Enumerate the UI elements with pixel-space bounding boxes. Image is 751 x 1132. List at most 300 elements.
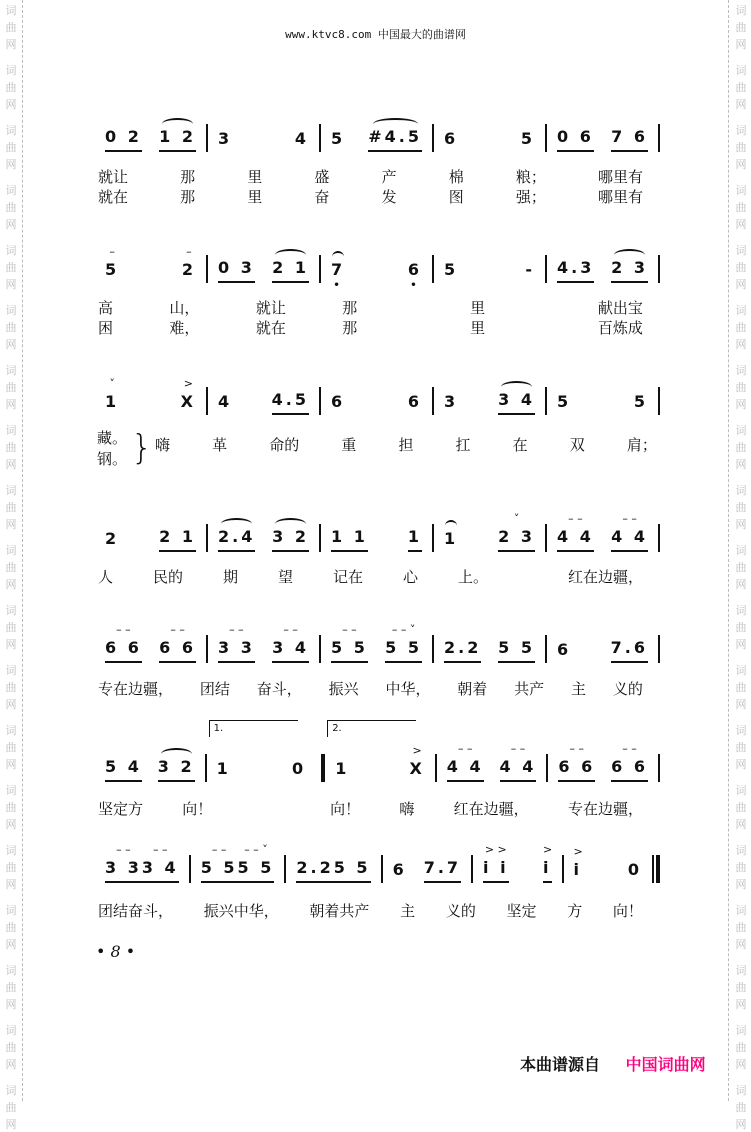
measure <box>95 245 206 283</box>
staff-row <box>95 843 660 883</box>
note-group: 5 4 <box>105 757 142 782</box>
watermark-char: 词 <box>5 4 17 17</box>
watermark-char: 曲 <box>5 141 17 154</box>
watermark-char: 词 <box>735 1084 747 1097</box>
lyric-segment: 就让 <box>255 299 286 317</box>
note-group: 2 3 <box>611 258 648 283</box>
articulation-mark: – <box>109 245 115 258</box>
note-group: #4.5 <box>368 127 422 152</box>
watermark-char: 网 <box>735 158 747 171</box>
lyric-segment: 人 <box>98 568 114 586</box>
watermark-char: 曲 <box>735 861 747 874</box>
lyric-segment: 在 <box>512 436 528 454</box>
note-group: 5 <box>444 260 459 279</box>
watermark-char: 网 <box>735 398 747 411</box>
note-group: 2.4 <box>218 527 255 552</box>
lyric-segment: 图 <box>448 188 464 206</box>
measure <box>383 853 471 883</box>
lyric-segment: 里 <box>247 168 263 186</box>
volta-bracket: 2. <box>327 720 416 737</box>
note-group: 4 4 – – <box>447 757 484 782</box>
lyric-line <box>98 317 643 338</box>
measure <box>321 522 432 552</box>
note-group: 4 4 – – <box>500 757 537 782</box>
note-group: 2.2 <box>444 638 481 663</box>
note-group: 6 <box>392 860 407 879</box>
articulation-mark: ˅ <box>109 377 115 390</box>
watermark-char: 网 <box>5 638 17 651</box>
watermark-char: 曲 <box>5 981 17 994</box>
note-group: 5 5 <box>498 638 535 663</box>
slur-mark <box>373 118 418 130</box>
articulation-mark: – <box>186 245 192 258</box>
lyric-segment: 红在边疆， <box>453 800 529 818</box>
lyric-segment: 振兴 <box>328 680 359 698</box>
measure <box>208 253 319 283</box>
note-group: 0 <box>292 759 307 778</box>
measure <box>564 845 652 883</box>
slur-mark <box>162 118 193 130</box>
note-group: 3 <box>444 392 459 411</box>
watermark-char: 曲 <box>735 1041 747 1054</box>
note-group: 5 5 <box>334 858 371 883</box>
low-octave-dot: • <box>410 280 420 291</box>
lyric-segment: 那 <box>342 319 358 337</box>
watermark-char: 词 <box>735 724 747 737</box>
lyric-segment: 向！ <box>612 902 643 920</box>
lyric-segment: 强； <box>515 188 546 206</box>
watermark-char: 曲 <box>5 681 17 694</box>
watermark-char: 词 <box>735 64 747 77</box>
note-group: 6 <box>407 392 422 411</box>
measure <box>321 253 432 291</box>
barline-end <box>658 754 660 782</box>
lyric-segment: 献出宝 <box>597 299 643 317</box>
measure <box>207 723 317 782</box>
lyric-segment: 向！ <box>182 800 213 818</box>
measure <box>191 843 285 883</box>
watermark-char: 曲 <box>5 921 17 934</box>
articulation-mark: > <box>573 845 583 858</box>
note-group: 1 <box>408 527 422 552</box>
watermark-char: 词 <box>5 964 17 977</box>
watermark-char: 词 <box>735 4 747 17</box>
lyric-segment: 坚定方 <box>98 800 144 818</box>
measure <box>321 122 432 152</box>
note-group: 4 <box>294 129 309 148</box>
lyric-segment: 哪里有 <box>597 188 643 206</box>
watermark-char: 词 <box>5 64 17 77</box>
articulation-mark: – – <box>622 742 637 755</box>
watermark-char: 词 <box>735 244 747 257</box>
note-group: 3 3 – – <box>105 858 142 883</box>
note-group: 6 <box>557 640 572 659</box>
lyric-segment: 专在边疆， <box>567 800 643 818</box>
measure <box>473 843 561 883</box>
lyric-segment: 红在边疆， <box>567 568 643 586</box>
watermark-char: 曲 <box>5 561 17 574</box>
watermark-char: 曲 <box>5 861 17 874</box>
note-group: 2 <box>105 529 120 548</box>
note-group: 3 4 – – <box>272 638 309 663</box>
watermark-char: 曲 <box>735 561 747 574</box>
measure <box>208 623 319 663</box>
lyric-segment: 产 <box>381 168 397 186</box>
lyric-segment: 山， <box>169 299 200 317</box>
measure <box>321 623 432 663</box>
note-group: 6 <box>444 129 459 148</box>
low-octave-dot: • <box>333 280 343 291</box>
watermark-char: 网 <box>735 938 747 951</box>
watermark-char: 词 <box>5 124 17 137</box>
watermark-char: 词 <box>735 484 747 497</box>
watermark-char: 词 <box>735 424 747 437</box>
margin-line-left <box>22 0 23 1101</box>
lyric-segment: 就在 <box>98 188 129 206</box>
watermark-char: 网 <box>5 398 17 411</box>
watermark-char: 网 <box>5 698 17 711</box>
note-group: 4.5 <box>272 390 309 415</box>
watermark-char: 词 <box>735 964 747 977</box>
watermark-char: 词 <box>735 184 747 197</box>
articulation-mark: – – <box>510 742 526 755</box>
note-group: 6 • <box>407 260 422 291</box>
lyric-segment: 粮； <box>515 168 546 186</box>
measure <box>208 522 319 552</box>
lyric-line <box>98 900 643 921</box>
watermark-char: 网 <box>735 578 747 591</box>
lyric-segment: 命的 <box>269 436 300 454</box>
watermark-char: 曲 <box>735 321 747 334</box>
watermark-char: 网 <box>5 878 17 891</box>
lyric-segment: 义的 <box>612 680 643 698</box>
articulation-mark: – – ˅ <box>244 843 268 856</box>
watermark-char: 网 <box>735 338 747 351</box>
lyric-segment: 棉 <box>448 168 464 186</box>
lyric-segment: 奋 <box>314 188 330 206</box>
articulation-mark: – – <box>116 623 131 636</box>
watermark-char: 曲 <box>5 441 17 454</box>
note-group: - <box>525 260 535 279</box>
lyric-segment: 扛 <box>455 436 471 454</box>
measure <box>437 742 547 782</box>
lyric-segment: 朝着共产 <box>309 902 370 920</box>
lyric-segment: 那 <box>180 168 196 186</box>
articulation-mark: > > <box>484 843 507 856</box>
watermark-char: 网 <box>735 278 747 291</box>
note-group: 7.6 <box>611 638 648 663</box>
watermark-char: 曲 <box>735 1101 747 1114</box>
staff-row <box>95 245 660 291</box>
measure <box>434 385 545 415</box>
measure <box>95 522 206 552</box>
watermark-char: 词 <box>735 904 747 917</box>
measure <box>434 122 545 152</box>
watermark-char: 曲 <box>5 621 17 634</box>
articulation-mark: – – <box>283 623 298 636</box>
watermark-left <box>4 0 18 1131</box>
watermark-char: 网 <box>5 278 17 291</box>
lyric-segment: 高 <box>98 299 114 317</box>
lyric-line <box>98 798 643 819</box>
note-group: 7 6 <box>611 127 648 152</box>
note-group: 5 <box>633 392 648 411</box>
watermark-char: 曲 <box>735 681 747 694</box>
measure <box>95 122 206 152</box>
note-group: 3 2 <box>272 527 309 552</box>
watermark-char: 网 <box>5 338 17 351</box>
footer <box>520 1052 706 1075</box>
lyric-segment: 方 <box>567 902 583 920</box>
watermark-char: 网 <box>5 458 17 471</box>
lyric-segment: 就在 <box>255 319 286 337</box>
watermark-char: 词 <box>5 1084 17 1097</box>
lyric-segment: 上。 <box>458 568 489 586</box>
lyric-segment: 那 <box>342 299 358 317</box>
watermark-char: 网 <box>5 578 17 591</box>
measure <box>434 633 545 663</box>
watermark-char: 曲 <box>735 801 747 814</box>
watermark-char: 曲 <box>735 141 747 154</box>
barline-end <box>652 855 660 883</box>
measure <box>434 253 545 283</box>
articulation-mark: > <box>183 377 193 390</box>
articulation-mark: – – <box>116 843 131 856</box>
lyric-segment: 嗨 <box>399 800 415 818</box>
lyric-segment: 主 <box>571 680 587 698</box>
lyric-line <box>98 186 643 207</box>
volta-bracket: 1. <box>209 720 298 737</box>
watermark-char: 网 <box>5 1118 17 1131</box>
watermark-char: 网 <box>5 758 17 771</box>
note-group: 3 <box>218 129 233 148</box>
measure <box>547 253 658 283</box>
lyric-line <box>98 566 643 587</box>
watermark-char: 网 <box>5 818 17 831</box>
note-group: 4.3 <box>557 258 594 283</box>
watermark-char: 网 <box>735 998 747 1011</box>
measure <box>547 512 658 552</box>
measure <box>95 752 205 782</box>
watermark-char: 词 <box>5 544 17 557</box>
lyric-line <box>98 297 643 318</box>
barline-end <box>658 635 660 663</box>
lyric-segment: 记在 <box>333 568 364 586</box>
watermark-char: 曲 <box>735 81 747 94</box>
barline-end <box>658 387 660 415</box>
watermark-char: 词 <box>5 1024 17 1037</box>
watermark-char: 词 <box>5 664 17 677</box>
note-group: 5 5 – – ˅ <box>385 638 422 663</box>
watermark-char: 词 <box>735 664 747 677</box>
watermark-char: 网 <box>735 758 747 771</box>
lyric-segment: 哪里有 <box>597 168 643 186</box>
watermark-char: 词 <box>5 484 17 497</box>
lyric-segment: 重 <box>341 436 357 454</box>
barline-end <box>658 124 660 152</box>
lyric-segment: 担 <box>398 436 414 454</box>
note-group: 0 6 <box>557 127 594 152</box>
barline-end <box>658 524 660 552</box>
watermark-char: 曲 <box>5 1041 17 1054</box>
staff-row <box>95 122 660 152</box>
watermark-char: 网 <box>5 98 17 111</box>
watermark-char: 词 <box>5 844 17 857</box>
note-group: 5 <box>557 392 572 411</box>
watermark-char: 曲 <box>735 741 747 754</box>
lyric-segment: 里 <box>470 299 486 317</box>
lyric-verse2-end: 钢。 <box>97 450 128 468</box>
watermark-char: 词 <box>5 424 17 437</box>
note-group: 7 • <box>331 260 345 283</box>
watermark-char: 网 <box>735 1118 747 1131</box>
lyric-segment: 心 <box>403 568 419 586</box>
articulation-mark: – – <box>342 623 357 636</box>
note-group: 6 6 – – <box>105 638 142 663</box>
note-group: 5 – <box>105 245 120 279</box>
watermark-char: 曲 <box>5 261 17 274</box>
lyric-segment: 主 <box>400 902 416 920</box>
site-header: www.ktvc8.com 中国最大的曲谱网 <box>285 28 466 41</box>
note-group: 2.2 <box>296 858 333 883</box>
lyric-segment: 革 <box>212 436 228 454</box>
note-group: 5 5 – – ˅ <box>238 858 275 883</box>
note-group: X > <box>180 377 196 411</box>
watermark-char: 词 <box>735 1024 747 1037</box>
measure <box>286 853 380 883</box>
note-group: 4 4 – – <box>557 527 594 552</box>
watermark-char: 曲 <box>5 501 17 514</box>
note-group: 0 3 <box>218 258 255 283</box>
note-group: 1 1 <box>331 527 368 552</box>
watermark-right <box>734 0 748 1131</box>
staff-row <box>95 512 660 552</box>
watermark-char: 词 <box>5 244 17 257</box>
watermark-char: 曲 <box>735 381 747 394</box>
articulation-mark: – – <box>211 843 227 856</box>
note-group: 1 <box>444 529 458 552</box>
note-group: 5 5 – – <box>201 858 238 883</box>
watermark-char: 词 <box>5 724 17 737</box>
articulation-mark: > <box>412 744 422 757</box>
measure <box>547 385 658 415</box>
watermark-char: 网 <box>735 218 747 231</box>
note-group: 6 6 – – <box>611 757 648 782</box>
page-number: • 8 • <box>96 942 136 961</box>
lyric-segment: 共产 <box>514 680 545 698</box>
barline-end <box>658 255 660 283</box>
watermark-char: 网 <box>735 458 747 471</box>
measure <box>547 122 658 152</box>
note-group: 4 <box>218 392 233 411</box>
watermark-char: 曲 <box>5 201 17 214</box>
lyric-segment: 团结 <box>199 680 230 698</box>
lyric-segment: 民的 <box>153 568 184 586</box>
watermark-char: 词 <box>735 604 747 617</box>
watermark-char: 词 <box>5 364 17 377</box>
note-group: 5 <box>331 129 346 148</box>
slur-mark <box>501 381 532 393</box>
watermark-char: 曲 <box>735 21 747 34</box>
note-group: 2 1 <box>272 258 309 283</box>
measure <box>548 742 658 782</box>
measure <box>547 633 658 663</box>
note-group: 5 <box>520 129 535 148</box>
articulation-mark: – – <box>229 623 244 636</box>
note-group: X > <box>409 744 425 778</box>
note-group: 1 <box>335 759 350 778</box>
watermark-char: 网 <box>5 938 17 951</box>
note-group: 7.7 <box>424 858 461 883</box>
watermark-char: 网 <box>735 518 747 531</box>
lyric-segment: 坚定 <box>506 902 537 920</box>
watermark-char: 网 <box>735 98 747 111</box>
articulation-mark: – – <box>153 843 168 856</box>
note-group: 6 <box>331 392 346 411</box>
watermark-char: 曲 <box>5 81 17 94</box>
brand-link[interactable]: 中国词曲网 <box>625 1055 706 1074</box>
lyric-line <box>98 678 643 699</box>
margin-line-right <box>728 0 729 1101</box>
watermark-char: 曲 <box>735 981 747 994</box>
watermark-char: 网 <box>5 998 17 1011</box>
note-group: 3 4 <box>498 390 535 415</box>
lyric-segment: 困 <box>98 319 114 337</box>
lyric-segment: 双 <box>569 436 585 454</box>
lyric-line <box>98 166 643 187</box>
lyric-segment: 义的 <box>445 902 476 920</box>
slur-mark <box>614 249 645 261</box>
note-group: 4 4 – – <box>611 527 648 552</box>
watermark-char: 曲 <box>735 441 747 454</box>
brace-left-lines <box>97 428 127 470</box>
watermark-char: 词 <box>735 544 747 557</box>
note-group: 6 6 – – <box>159 638 196 663</box>
watermark-char: 曲 <box>735 201 747 214</box>
lyric-segment: 奋斗， <box>256 680 302 698</box>
slur-mark <box>275 518 306 530</box>
slur-mark <box>275 249 306 261</box>
lyric-segment: 朝着 <box>457 680 488 698</box>
lyric-segment: 振兴中华， <box>203 902 279 920</box>
note-group: i i > > <box>483 858 509 883</box>
watermark-char: 曲 <box>5 21 17 34</box>
articulation-mark: – – <box>568 512 583 525</box>
note-group: 3 2 <box>158 757 195 782</box>
watermark-char: 词 <box>5 604 17 617</box>
lyric-segment: 里 <box>247 188 263 206</box>
measure <box>325 723 435 782</box>
watermark-char: 词 <box>735 124 747 137</box>
watermark-char: 词 <box>735 364 747 377</box>
staff-row <box>95 623 660 663</box>
note-group: 3 3 – – <box>218 638 255 663</box>
lyric-segment: 向！ <box>330 800 361 818</box>
note-group: 1 <box>216 759 231 778</box>
note-group: 1 2 <box>159 127 196 152</box>
watermark-char: 网 <box>735 638 747 651</box>
articulation-mark: – – <box>622 512 637 525</box>
watermark-char: 曲 <box>5 321 17 334</box>
slur-mark <box>332 251 344 263</box>
watermark-char: 网 <box>5 38 17 51</box>
note-group: 0 <box>627 860 643 879</box>
watermark-char: 词 <box>5 784 17 797</box>
lyric-segment: 难， <box>169 319 200 337</box>
brace-symbol: } <box>131 428 153 468</box>
note-group: 2 – <box>181 245 196 279</box>
measure <box>95 843 189 883</box>
